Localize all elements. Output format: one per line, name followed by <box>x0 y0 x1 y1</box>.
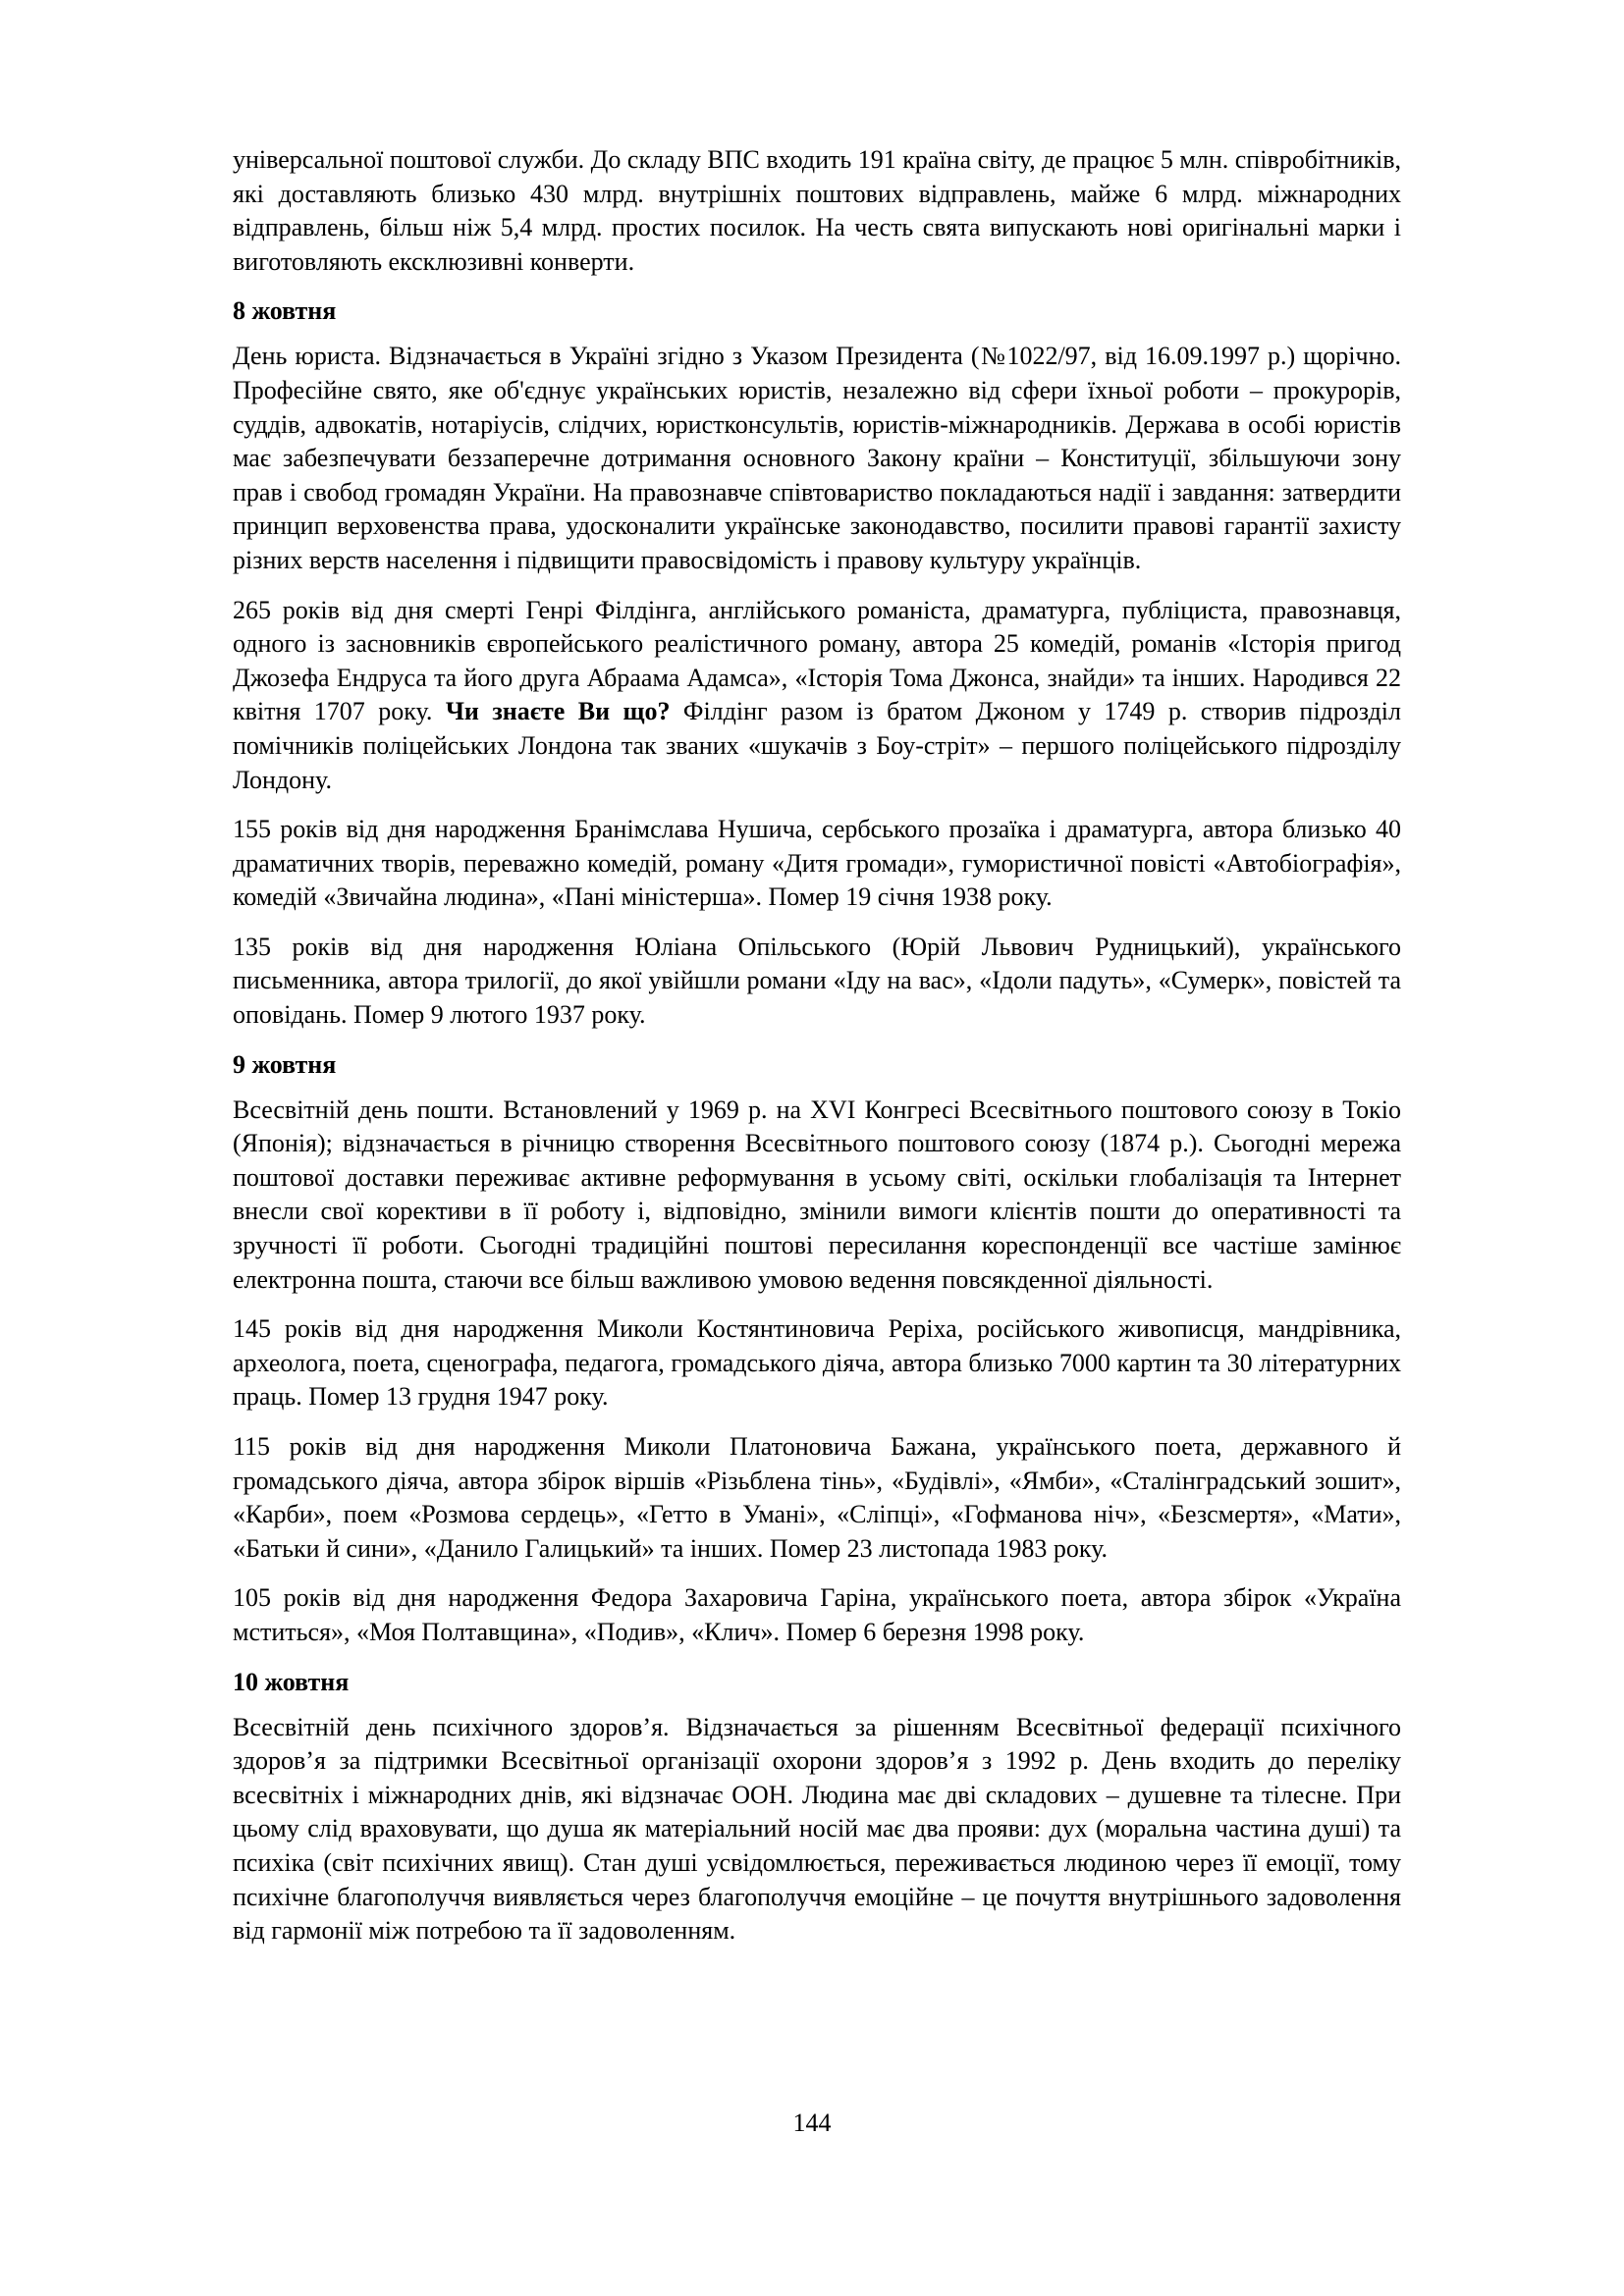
date-heading-10-october: 10 жовтня <box>233 1667 350 1696</box>
paragraph-nushich: 155 років від дня народження Бранімслава Нушича, сербського прозаїка і драматурга, автора близько 40 драматичних творів, переважно комедій, роману «Дитя громади», гумористичної повісті «Автобіографія», комедій «Звичайна людина», «Пані міністерша». Помер 19 січня 1938 року. <box>233 815 1401 912</box>
paragraph-upu-service: універсальної поштової служби. До складу ВПС входить 191 країна світу, де працює 5 млн. співробітників, які доставляють близько 430 млрд. внутрішніх поштових відправлень, майже 6 млрд. міжнародних відправлень, більш ніж 5,4 млрд. простих посилок. На честь свята випускають нові оригінальні марки і виготовляють ексклюзивні конверти. <box>233 145 1401 276</box>
paragraph-mental-health-day: Всесвітній день психічного здоров’я. Відзначається за рішенням Всесвітньої федерації психічного здоров’я за підтримки Всесвітньої організації охорони здоров’я з 1992 р. День входить до переліку всесвітніх і міжнародних днів, які відзначає ООН. Людина має дві складових – душевне та тілесне. При цьому слід враховувати, що душа як матеріальний носій має два прояви: дух (моральна частина душі) та психіка (світ психічних явищ). Стан душі усвідомлюється, переживається людиною через її емоції, тому психічне благополуччя виявляється через благополуччя емоційне – це почуття внутрішнього задоволення від гармонії між потребою та її задоволенням. <box>233 1712 1401 1946</box>
paragraph-world-post-day: Всесвітній день пошти. Встановлений у 1969 р. на XVI Конгресі Всесвітнього поштового союзу в Токіо (Японія); відзначається в річницю створення Всесвітнього поштового союзу (1874 р.). Сьогодні мережа поштової доставки переживає активне реформування в усьому світі, оскільки глобалізація та Інтернет внесли свої корективи в її роботу і, відповідно, змінили вимоги клієнтів пошти до оперативності та зручності її роботи. Сьогодні традиційні поштові пересилання кореспонденції все частіше замінює електронна пошта, стаючи все більш важливою умовою ведення повсякденної діяльності. <box>233 1095 1401 1294</box>
page-number: 144 <box>792 2109 832 2137</box>
fielding-text-end: Філдінг разом із братом Джоном у 1749 р. створив підрозділ помічників поліцейських Лондона так званих «шукачів з Боу-стріт» – першого поліцейського підрозділу Лондону. <box>233 697 1401 794</box>
document-page <box>233 143 1401 1964</box>
paragraph-fielding <box>233 594 1401 798</box>
date-heading-8-october: 8 жовтня <box>233 296 337 326</box>
paragraph-rerikh: 145 років від дня народження Миколи Костянтиновича Реріха, російського живописця, мандрівника, археолога, поета, сценографа, педагога, громадського діяча, автора близько 7000 картин та 30 літературних праць. Помер 13 грудня 1947 року. <box>233 1314 1401 1412</box>
paragraph-garin: 105 років від дня народження Федора Захаровича Гаріна, українського поета, автора збірок «Україна мститься», «Моя Полтавщина», «Подив», «Клич». Помер 6 березня 1998 року. <box>233 1583 1401 1646</box>
paragraph-opilsky: 135 років від дня народження Юліана Опільського (Юрій Львович Рудницький), українського письменника, автора трилогії, до якої увійшли романи «Іду на вас», «Ідоли падуть», «Сумерк», повістей та оповідань. Помер 9 лютого 1937 року. <box>233 932 1401 1030</box>
paragraph-bazhan: 115 років від дня народження Миколи Платоновича Бажана, українського поета, державного й громадського діяча, автора збірок віршів «Різьблена тінь», «Будівлі», «Ямби», «Сталінградський зошит», «Карби», поем «Розмова сердець», «Гетто в Умані», «Сліпці», «Гофманова ніч», «Безсмертя», «Мати», «Батьки й сини», «Данило Галицький» та інших. Помер 23 листопада 1983 року. <box>233 1432 1401 1563</box>
date-heading-9-october: 9 жовтня <box>233 1049 337 1079</box>
paragraph-lawyer-day: День юриста. Відзначається в Україні згідно з Указом Президента (№1022/97, від 16.09.1997 р.) щорічно. Професійне свято, яке об'єднує українських юристів, незалежно від сфери їхньої роботи – прокурорів, суддів, адвокатів, нотаріусів, слідчих, юристконсультів, юристів-міжнародників. Держава в особі юристів має забезпечувати беззаперечне дотримання основного Закону країни – Конституції, збільшуючи зону прав і свобод громадян України. На правознавче співтовариство покладаються надії і завдання: затвердити принцип верховенства права, удосконалити українське законодавство, посилити правові гарантії захисту різних верств населення і підвищити правосвідомість і правову культуру українців. <box>233 342 1401 574</box>
did-you-know-label: Чи знаєте Ви що? <box>445 697 671 726</box>
fielding-text-start: 265 років від дня смерті Генрі Філдінга, англійського романіста, драматурга, публіциста, правознавця, одного із засновників європейського реалістичного роману, автора 25 комедій, романів «Історія пригод Джозефа Ендруса та його друга Абраама Адамса», «Історія Тома Джонса, знайди» та інших. Народився 22 квітня 1707 року. <box>233 595 1401 726</box>
